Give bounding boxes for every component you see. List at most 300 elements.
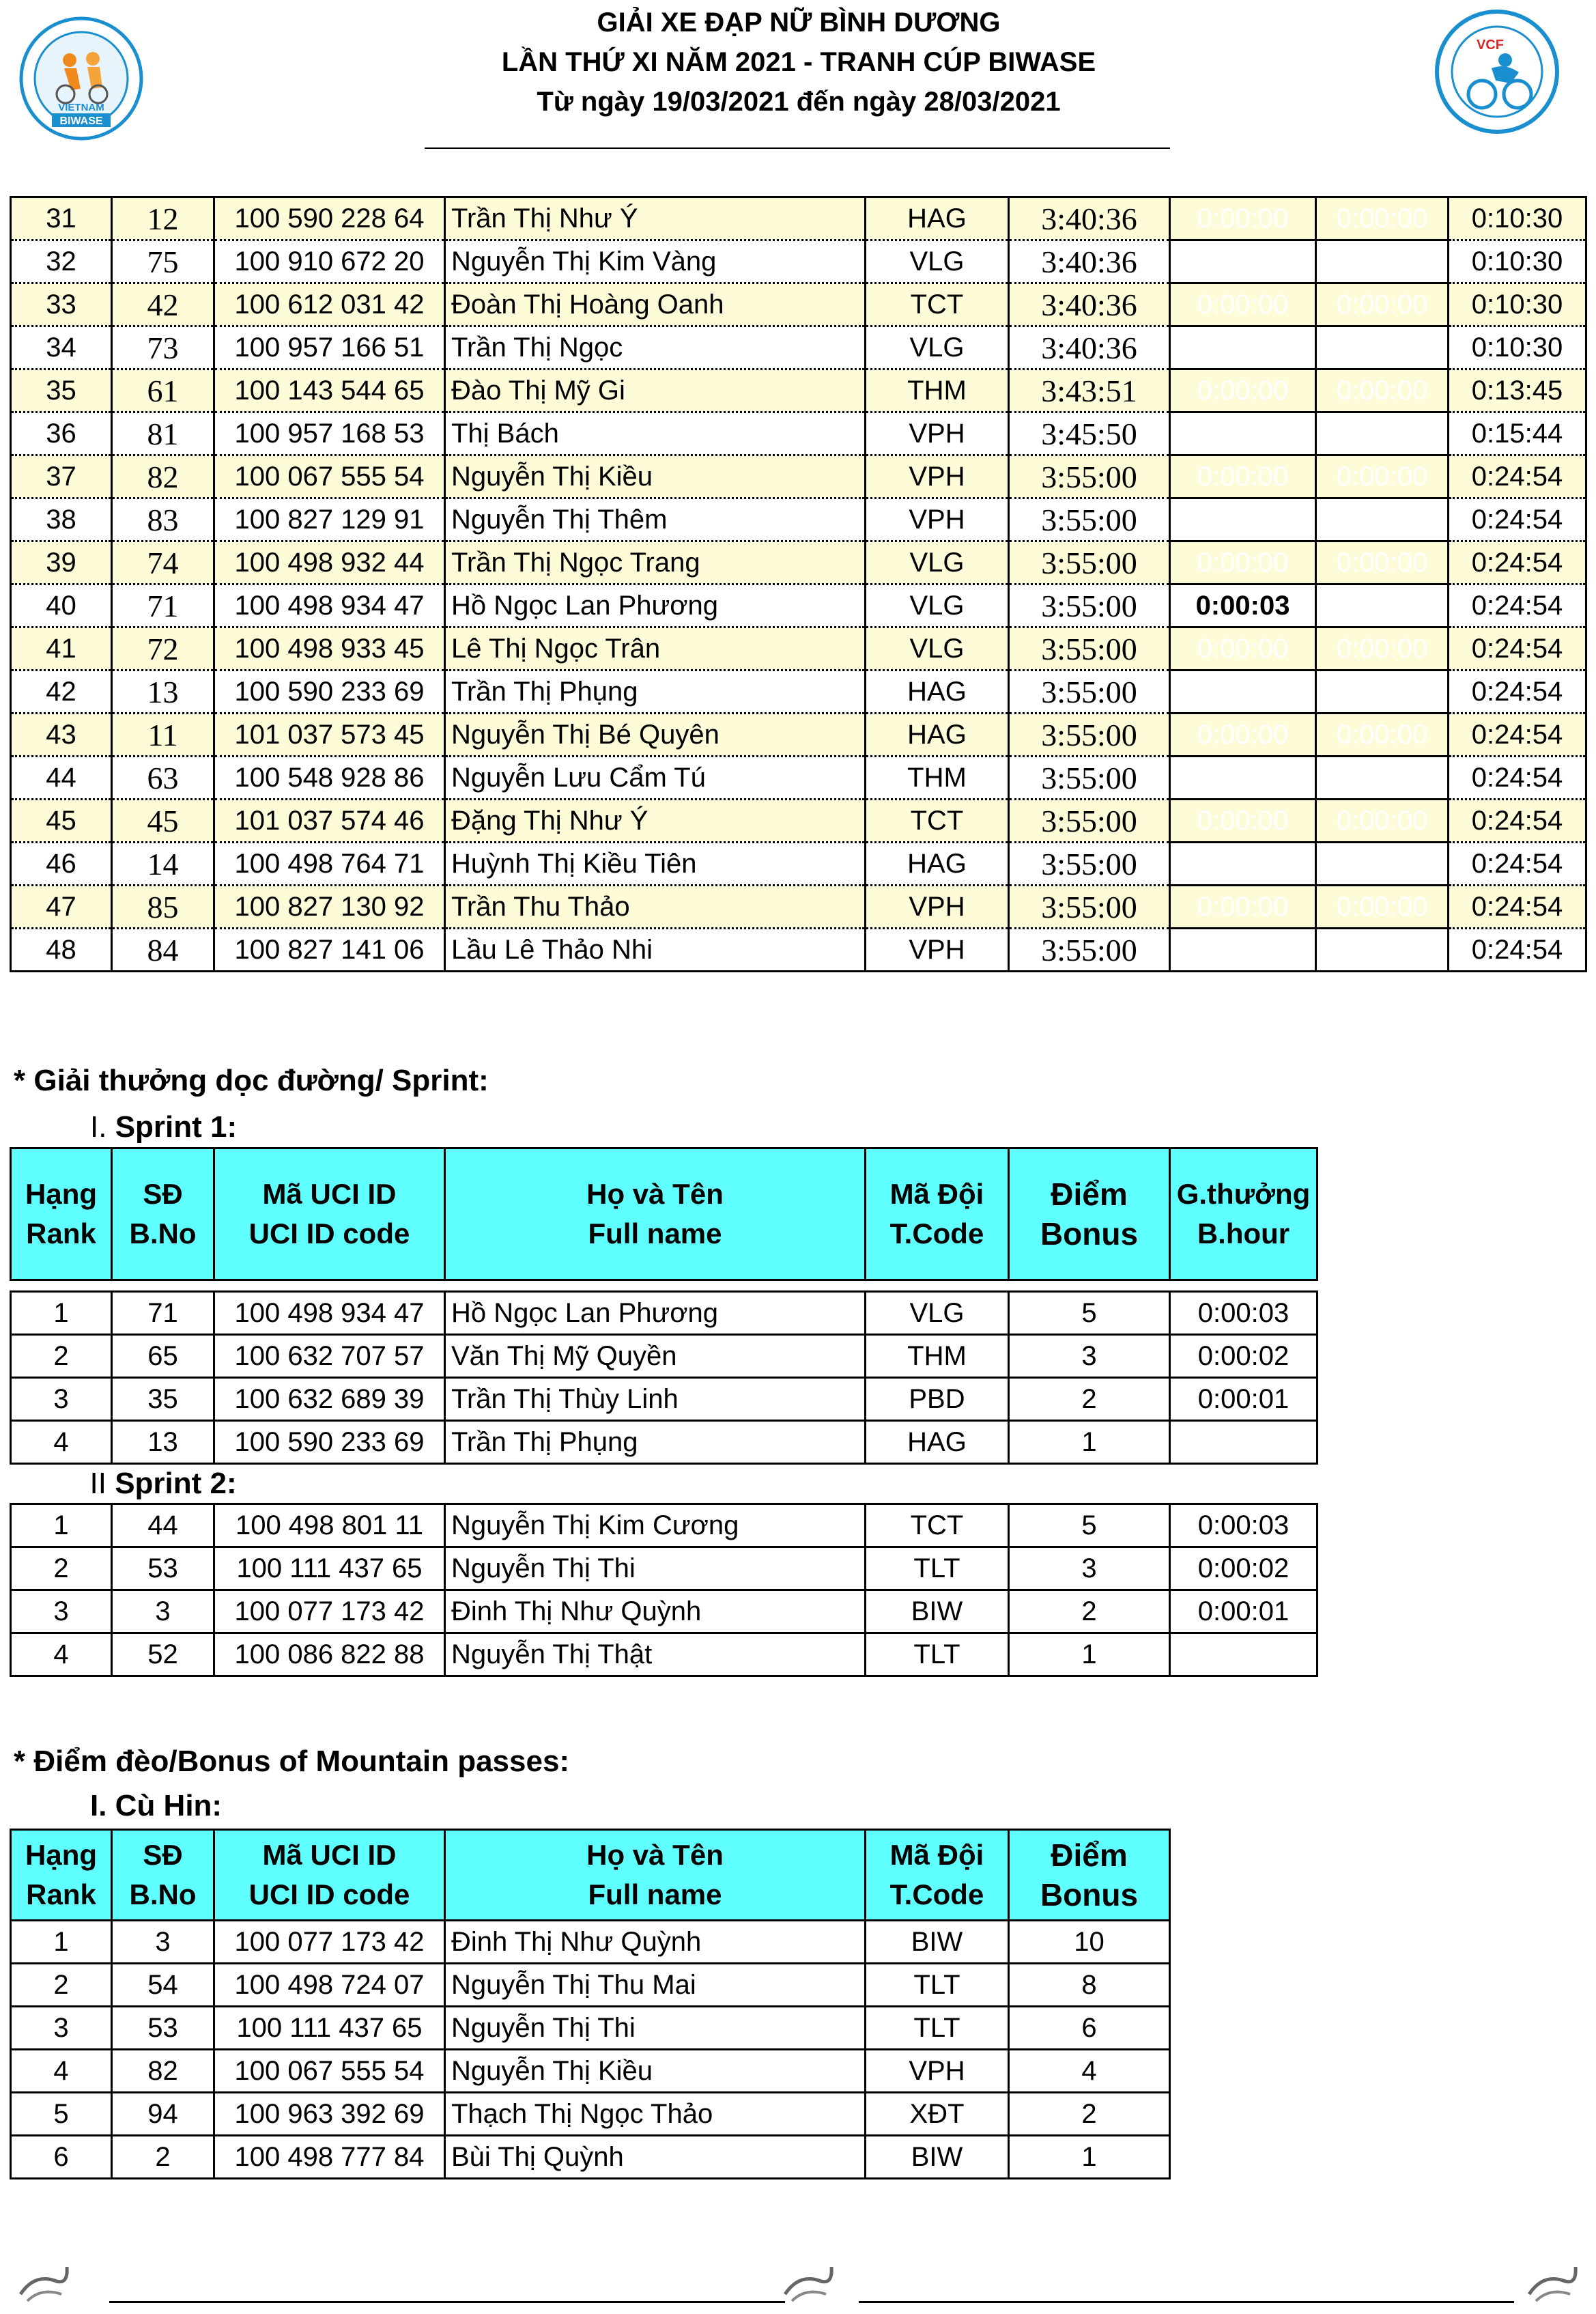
header-bib: SĐ B.No [112, 1148, 214, 1280]
podium-row [11, 1504, 1317, 1547]
gap-cell: 0:10:30 [1449, 197, 1586, 240]
name-cell: Đinh Thị Như Quỳnh [445, 1921, 866, 1964]
bonus2-cell: 0:00:00 [1316, 886, 1449, 929]
rank-cell: 32 [11, 240, 112, 283]
uci-cell: 100 910 672 20 [214, 240, 445, 283]
points-cell: 1 [1009, 1421, 1170, 1464]
rank-cell: 31 [11, 197, 112, 240]
rank-cell: 39 [11, 541, 112, 584]
result-row [11, 498, 1586, 541]
title-line-3: Từ ngày 19/03/2021 đến ngày 28/03/2021 [537, 87, 1061, 117]
team-cell: VPH [866, 455, 1009, 498]
rank-cell: 33 [11, 283, 112, 326]
name-cell: Đào Thị Mỹ Gi [445, 369, 866, 412]
bib-cell: 61 [112, 369, 214, 412]
mountain-table [10, 1829, 1171, 2179]
gap-cell: 0:24:54 [1449, 584, 1586, 627]
team-cell: VLG [866, 584, 1009, 627]
gap-cell: 0:24:54 [1449, 843, 1586, 886]
footer-cyclist-icon-left [14, 2246, 75, 2308]
podium-row [11, 1335, 1317, 1378]
sprint-section-title: * Giải thưởng dọc đường/ Sprint: [14, 1064, 489, 1097]
podium-row [11, 1921, 1170, 1964]
team-cell: TCT [866, 283, 1009, 326]
team-cell: VLG [866, 326, 1009, 369]
name-cell: Nguyễn Thị Thu Mai [445, 1964, 866, 2007]
bib-cell: 54 [112, 1964, 214, 2007]
time-cell: 3:55:00 [1009, 498, 1170, 541]
name-cell: Nguyễn Lưu Cẩm Tú [445, 757, 866, 800]
result-row [11, 283, 1586, 326]
uci-cell: 100 548 928 86 [214, 757, 445, 800]
name-cell: Trần Thị Thùy Linh [445, 1378, 866, 1421]
team-cell: VPH [866, 2050, 1009, 2093]
team-cell: VPH [866, 886, 1009, 929]
rank-cell: 3 [11, 1590, 112, 1633]
points-cell: 2 [1009, 1378, 1170, 1421]
result-row [11, 627, 1586, 671]
footer-line-left [109, 2301, 785, 2303]
mountain-subtitle: I. Cù Hin: [90, 1789, 223, 1822]
rank-cell: 35 [11, 369, 112, 412]
header-uci: Mã UCI ID UCI ID code [214, 1148, 445, 1280]
name-cell: Nguyễn Thị Kiều [445, 2050, 866, 2093]
header-team: Mã Đội T.Code [866, 1830, 1009, 1921]
bib-cell: 35 [112, 1378, 214, 1421]
podium-row [11, 1378, 1317, 1421]
bib-cell: 85 [112, 886, 214, 929]
team-cell: TLT [866, 1633, 1009, 1676]
bonus-time-cell [1170, 1421, 1317, 1464]
bib-cell: 82 [112, 455, 214, 498]
rank-cell: 2 [11, 1335, 112, 1378]
bib-cell: 75 [112, 240, 214, 283]
name-cell: Hồ Ngọc Lan Phương [445, 1292, 866, 1335]
rank-cell: 3 [11, 2007, 112, 2050]
bonus1-cell [1170, 240, 1316, 283]
team-cell: TCT [866, 1504, 1009, 1547]
bonus2-cell [1316, 412, 1449, 455]
time-cell: 3:55:00 [1009, 843, 1170, 886]
gap-cell: 0:24:54 [1449, 541, 1586, 584]
footer-cyclist-icon-right [1522, 2246, 1584, 2308]
header-bonus: G.thưởng B.hour [1170, 1148, 1317, 1280]
header-bib: SĐ B.No [112, 1830, 214, 1921]
time-cell: 3:43:51 [1009, 369, 1170, 412]
gap-cell: 0:24:54 [1449, 757, 1586, 800]
uci-cell: 100 498 801 11 [214, 1504, 445, 1547]
points-cell: 1 [1009, 2136, 1170, 2179]
name-cell: Thạch Thị Ngọc Thảo [445, 2093, 866, 2136]
bonus1-cell: 0:00:00 [1170, 283, 1316, 326]
svg-text:VCF: VCF [1477, 38, 1504, 53]
team-cell: VLG [866, 541, 1009, 584]
header-team: Mã Đội T.Code [866, 1148, 1009, 1280]
bonus1-cell [1170, 326, 1316, 369]
result-row [11, 455, 1586, 498]
podium-row [11, 2136, 1170, 2179]
bonus1-cell [1170, 757, 1316, 800]
bonus1-cell: 0:00:00 [1170, 455, 1316, 498]
podium-row [11, 2007, 1170, 2050]
points-cell: 3 [1009, 1335, 1170, 1378]
rank-cell: 6 [11, 2136, 112, 2179]
gap-cell: 0:24:54 [1449, 455, 1586, 498]
result-row [11, 240, 1586, 283]
name-cell: Trần Thu Thảo [445, 886, 866, 929]
result-row [11, 886, 1586, 929]
spacer-row [11, 1280, 1317, 1292]
result-row [11, 584, 1586, 627]
rank-cell: 1 [11, 1921, 112, 1964]
bonus2-cell: 0:00:00 [1316, 714, 1449, 757]
uci-cell: 100 827 130 92 [214, 886, 445, 929]
rank-cell: 3 [11, 1378, 112, 1421]
vcf-logo [1423, 7, 1571, 137]
time-cell: 3:40:36 [1009, 197, 1170, 240]
podium-row [11, 1547, 1317, 1590]
rank-cell: 38 [11, 498, 112, 541]
bonus2-cell [1316, 498, 1449, 541]
uci-cell: 100 067 555 54 [214, 2050, 445, 2093]
bonus-time-cell: 0:00:02 [1170, 1335, 1317, 1378]
podium-row [11, 1421, 1317, 1464]
header-name: Họ và Tên Full name [445, 1830, 866, 1921]
podium-row [11, 1964, 1170, 2007]
rank-cell: 5 [11, 2093, 112, 2136]
bonus2-cell [1316, 929, 1449, 972]
rank-cell: 34 [11, 326, 112, 369]
bonus-time-cell: 0:00:02 [1170, 1547, 1317, 1590]
bonus2-cell: 0:00:00 [1316, 455, 1449, 498]
bonus1-cell: 0:00:00 [1170, 886, 1316, 929]
bib-cell: 53 [112, 1547, 214, 1590]
bib-cell: 3 [112, 1921, 214, 1964]
uci-cell: 100 498 934 47 [214, 1292, 445, 1335]
time-cell: 3:55:00 [1009, 714, 1170, 757]
bonus2-cell: 0:00:00 [1316, 800, 1449, 843]
svg-text:BIWASE: BIWASE [59, 115, 103, 127]
page-header [0, 0, 1596, 157]
name-cell: Trần Thị Phụng [445, 1421, 866, 1464]
uci-cell: 100 111 437 65 [214, 1547, 445, 1590]
bonus1-cell: 0:00:03 [1170, 584, 1316, 627]
bib-cell: 14 [112, 843, 214, 886]
name-cell: Nguyễn Thị Thi [445, 2007, 866, 2050]
team-cell: XĐT [866, 2093, 1009, 2136]
bib-cell: 82 [112, 2050, 214, 2093]
bonus2-cell [1316, 584, 1449, 627]
team-cell: THM [866, 757, 1009, 800]
points-cell: 5 [1009, 1292, 1170, 1335]
bib-cell: 3 [112, 1590, 214, 1633]
team-cell: BIW [866, 1921, 1009, 1964]
name-cell: Trần Thị Ngọc Trang [445, 541, 866, 584]
name-cell: Nguyễn Thị Thật [445, 1633, 866, 1676]
result-row [11, 671, 1586, 714]
uci-cell: 100 077 173 42 [214, 1590, 445, 1633]
gap-cell: 0:10:30 [1449, 283, 1586, 326]
bib-cell: 72 [112, 627, 214, 671]
header-rank: Hạng Rank [11, 1830, 112, 1921]
bonus1-cell [1170, 671, 1316, 714]
points-cell: 1 [1009, 1633, 1170, 1676]
rank-cell: 42 [11, 671, 112, 714]
gap-cell: 0:24:54 [1449, 627, 1586, 671]
rank-cell: 43 [11, 714, 112, 757]
podium-row [11, 1292, 1317, 1335]
time-cell: 3:55:00 [1009, 800, 1170, 843]
gap-cell: 0:24:54 [1449, 929, 1586, 972]
bib-cell: 81 [112, 412, 214, 455]
bonus2-cell [1316, 326, 1449, 369]
time-cell: 3:55:00 [1009, 455, 1170, 498]
bonus-time-cell: 0:00:03 [1170, 1504, 1317, 1547]
name-cell: Đinh Thị Như Quỳnh [445, 1590, 866, 1633]
uci-cell: 100 498 932 44 [214, 541, 445, 584]
rank-cell: 46 [11, 843, 112, 886]
name-cell: Trần Thị Như Ý [445, 197, 866, 240]
bonus1-cell: 0:00:00 [1170, 800, 1316, 843]
name-cell: Lầu Lê Thảo Nhi [445, 929, 866, 972]
time-cell: 3:40:36 [1009, 326, 1170, 369]
name-cell: Lê Thị Ngọc Trân [445, 627, 866, 671]
name-cell: Nguyễn Thị Thi [445, 1547, 866, 1590]
result-row [11, 929, 1586, 972]
gap-cell: 0:24:54 [1449, 886, 1586, 929]
bib-cell: 13 [112, 671, 214, 714]
team-cell: HAG [866, 1421, 1009, 1464]
result-row [11, 541, 1586, 584]
rank-cell: 4 [11, 2050, 112, 2093]
team-cell: VLG [866, 240, 1009, 283]
bib-cell: 65 [112, 1335, 214, 1378]
gap-cell: 0:24:54 [1449, 671, 1586, 714]
header-name: Họ và Tên Full name [445, 1148, 866, 1280]
rank-cell: 36 [11, 412, 112, 455]
name-cell: Nguyễn Thị Bé Quyên [445, 714, 866, 757]
gap-cell: 0:13:45 [1449, 369, 1586, 412]
gap-cell: 0:10:30 [1449, 326, 1586, 369]
rank-cell: 44 [11, 757, 112, 800]
uci-cell: 100 827 129 91 [214, 498, 445, 541]
bonus1-cell: 0:00:00 [1170, 714, 1316, 757]
bib-cell: 52 [112, 1633, 214, 1676]
time-cell: 3:55:00 [1009, 541, 1170, 584]
name-cell: Đoàn Thị Hoàng Oanh [445, 283, 866, 326]
bib-cell: 42 [112, 283, 214, 326]
name-cell: Văn Thị Mỹ Quyền [445, 1335, 866, 1378]
bonus2-cell: 0:00:00 [1316, 197, 1449, 240]
sprint2-label-row [11, 1464, 1317, 1504]
bib-cell: 94 [112, 2093, 214, 2136]
team-cell: TLT [866, 1547, 1009, 1590]
rank-cell: 47 [11, 886, 112, 929]
bib-cell: 12 [112, 197, 214, 240]
title-line-2: LẦN THỨ XI NĂM 2021 - TRANH CÚP BIWASE [501, 47, 1096, 77]
sprint1-label: Sprint 1: [115, 1110, 238, 1144]
bonus1-cell: 0:00:00 [1170, 627, 1316, 671]
bonus-time-cell [1170, 1633, 1317, 1676]
team-cell: VPH [866, 412, 1009, 455]
bonus2-cell: 0:00:00 [1316, 627, 1449, 671]
rank-cell: 2 [11, 1964, 112, 2007]
results-table [10, 196, 1587, 972]
gap-cell: 0:10:30 [1449, 240, 1586, 283]
team-cell: HAG [866, 714, 1009, 757]
uci-cell: 100 498 724 07 [214, 1964, 445, 2007]
bonus-time-cell: 0:00:03 [1170, 1292, 1317, 1335]
mountain-section-title: * Điểm đèo/Bonus of Mountain passes: [14, 1745, 570, 1778]
time-cell: 3:55:00 [1009, 886, 1170, 929]
sprint-table [10, 1147, 1318, 1677]
bonus-time-cell: 0:00:01 [1170, 1590, 1317, 1633]
uci-cell: 100 632 689 39 [214, 1378, 445, 1421]
team-cell: TCT [866, 800, 1009, 843]
bib-cell: 84 [112, 929, 214, 972]
points-cell: 6 [1009, 2007, 1170, 2050]
team-cell: TLT [866, 1964, 1009, 2007]
rank-cell: 1 [11, 1292, 112, 1335]
time-cell: 3:55:00 [1009, 671, 1170, 714]
team-cell: BIW [866, 1590, 1009, 1633]
name-cell: Bùi Thị Quỳnh [445, 2136, 866, 2179]
bonus2-cell: 0:00:00 [1316, 369, 1449, 412]
points-cell: 2 [1009, 1590, 1170, 1633]
bonus1-cell [1170, 498, 1316, 541]
uci-cell: 100 498 764 71 [214, 843, 445, 886]
gap-cell: 0:24:54 [1449, 714, 1586, 757]
points-cell: 2 [1009, 2093, 1170, 2136]
result-row [11, 714, 1586, 757]
gap-cell: 0:24:54 [1449, 800, 1586, 843]
name-cell: Nguyễn Thị Kiều [445, 455, 866, 498]
rank-cell: 2 [11, 1547, 112, 1590]
bonus2-cell [1316, 240, 1449, 283]
bib-cell: 83 [112, 498, 214, 541]
bonus2-cell [1316, 843, 1449, 886]
bonus1-cell: 0:00:00 [1170, 541, 1316, 584]
result-row [11, 197, 1586, 240]
gap-cell: 0:24:54 [1449, 498, 1586, 541]
result-row [11, 412, 1586, 455]
time-cell: 3:55:00 [1009, 584, 1170, 627]
bib-cell: 11 [112, 714, 214, 757]
points-cell: 3 [1009, 1547, 1170, 1590]
team-cell: BIW [866, 2136, 1009, 2179]
uci-cell: 100 963 392 69 [214, 2093, 445, 2136]
uci-cell: 100 590 233 69 [214, 1421, 445, 1464]
result-row [11, 326, 1586, 369]
points-cell: 5 [1009, 1504, 1170, 1547]
team-cell: THM [866, 1335, 1009, 1378]
result-row [11, 757, 1586, 800]
uci-cell: 100 498 777 84 [214, 2136, 445, 2179]
team-cell: VPH [866, 929, 1009, 972]
rank-cell: 4 [11, 1633, 112, 1676]
header-points: Điểm Bonus [1009, 1148, 1170, 1280]
time-cell: 3:40:36 [1009, 283, 1170, 326]
biwase-logo [10, 14, 153, 143]
team-cell: HAG [866, 843, 1009, 886]
name-cell: Hồ Ngọc Lan Phương [445, 584, 866, 627]
result-row [11, 800, 1586, 843]
name-cell: Huỳnh Thị Kiều Tiên [445, 843, 866, 886]
rank-cell: 1 [11, 1504, 112, 1547]
uci-cell: 100 067 555 54 [214, 455, 445, 498]
team-cell: HAG [866, 197, 1009, 240]
bib-cell: 74 [112, 541, 214, 584]
uci-cell: 100 827 141 06 [214, 929, 445, 972]
name-cell: Nguyễn Thị Kim Vàng [445, 240, 866, 283]
team-cell: THM [866, 369, 1009, 412]
uci-cell: 101 037 573 45 [214, 714, 445, 757]
uci-cell: 100 143 544 65 [214, 369, 445, 412]
time-cell: 3:55:00 [1009, 929, 1170, 972]
header-points: Điểm Bonus [1009, 1830, 1170, 1921]
bonus2-cell [1316, 671, 1449, 714]
mountain-header-row [11, 1830, 1170, 1921]
rank-cell: 4 [11, 1421, 112, 1464]
bonus1-cell [1170, 412, 1316, 455]
bonus1-cell [1170, 843, 1316, 886]
bib-cell: 71 [112, 1292, 214, 1335]
gap-cell: 0:15:44 [1449, 412, 1586, 455]
sprint2-label: Sprint 2: [115, 1467, 237, 1500]
header-rank: Hạng Rank [11, 1148, 112, 1280]
time-cell: 3:55:00 [1009, 627, 1170, 671]
bonus2-cell [1316, 757, 1449, 800]
sprint1-roman: I. [90, 1110, 107, 1144]
podium-row [11, 1633, 1317, 1676]
points-cell: 4 [1009, 2050, 1170, 2093]
uci-cell: 100 957 168 53 [214, 412, 445, 455]
podium-row [11, 1590, 1317, 1633]
uci-cell: 100 590 233 69 [214, 671, 445, 714]
time-cell: 3:45:50 [1009, 412, 1170, 455]
team-cell: HAG [866, 671, 1009, 714]
rank-cell: 48 [11, 929, 112, 972]
points-cell: 8 [1009, 1964, 1170, 2007]
name-cell: Trần Thị Phụng [445, 671, 866, 714]
uci-cell: 100 590 228 64 [214, 197, 445, 240]
uci-cell: 100 632 707 57 [214, 1335, 445, 1378]
bib-cell: 73 [112, 326, 214, 369]
uci-cell: 100 498 933 45 [214, 627, 445, 671]
bonus2-cell: 0:00:00 [1316, 283, 1449, 326]
footer-cyclist-icon-center [778, 2246, 840, 2308]
points-cell: 10 [1009, 1921, 1170, 1964]
bonus1-cell: 0:00:00 [1170, 197, 1316, 240]
uci-cell: 100 077 173 42 [214, 1921, 445, 1964]
title-rule [425, 147, 1170, 149]
name-cell: Trần Thị Ngọc [445, 326, 866, 369]
bib-cell: 44 [112, 1504, 214, 1547]
team-cell: VLG [866, 627, 1009, 671]
result-row [11, 369, 1586, 412]
bonus1-cell: 0:00:00 [1170, 369, 1316, 412]
team-cell: VPH [866, 498, 1009, 541]
bonus1-cell [1170, 929, 1316, 972]
uci-cell: 100 111 437 65 [214, 2007, 445, 2050]
bib-cell: 53 [112, 2007, 214, 2050]
bib-cell: 63 [112, 757, 214, 800]
sprint-header-row [11, 1148, 1317, 1280]
header-uci: Mã UCI ID UCI ID code [214, 1830, 445, 1921]
rank-cell: 40 [11, 584, 112, 627]
bib-cell: 2 [112, 2136, 214, 2179]
uci-cell: 100 957 166 51 [214, 326, 445, 369]
